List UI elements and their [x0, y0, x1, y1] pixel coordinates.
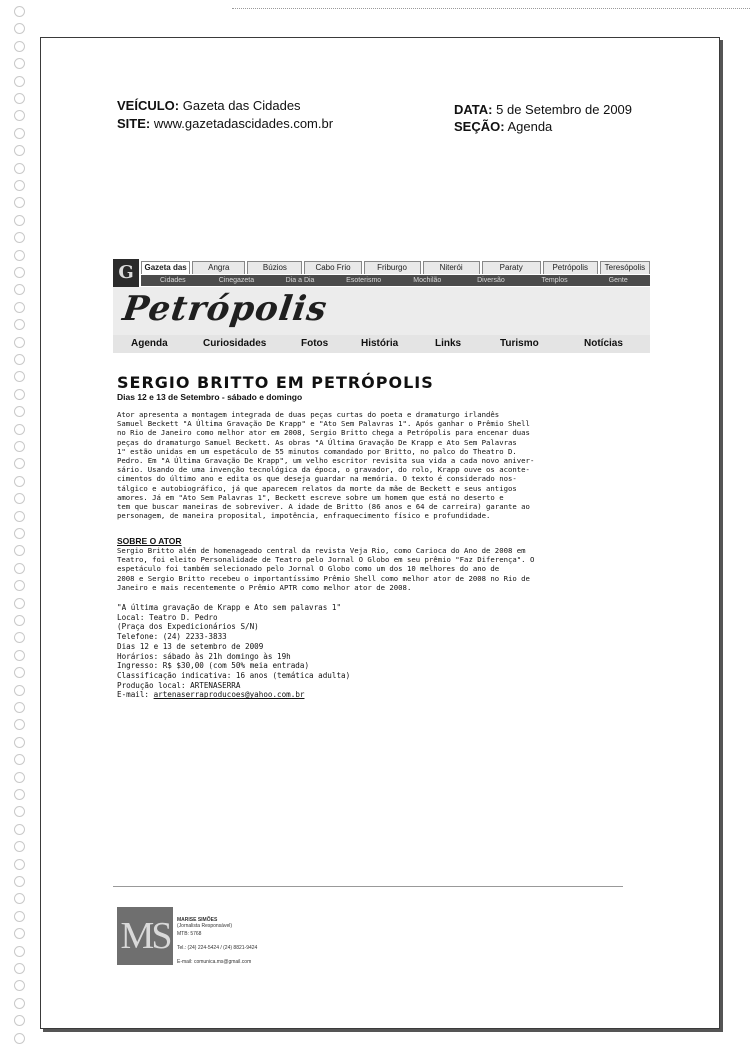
binder-hole	[14, 980, 25, 991]
info-line: Ingresso: R$ $30,00 (com 50% meia entrada)	[117, 661, 310, 671]
binder-hole	[14, 284, 25, 295]
article-body	[117, 410, 595, 520]
binder-hole	[14, 406, 25, 417]
info-line: Horários: sábado às 21h domingo às 19h	[117, 651, 291, 661]
binder-hole	[14, 754, 25, 765]
binder-hole	[14, 876, 25, 887]
binder-hole	[14, 545, 25, 556]
tab-buzios[interactable]: Búzios	[247, 261, 302, 274]
binder-hole	[14, 128, 25, 139]
site-menu	[113, 335, 650, 353]
footer-role: (Jornalista Responsável)	[177, 923, 233, 929]
binder-hole	[14, 1015, 25, 1026]
article-line: no Rio de Janeiro como melhor ator em 2008, Sergio Britto chega a Petrópolis para encenar duas	[117, 428, 530, 438]
info-line: Telefone: (24) 2233-3833	[117, 632, 227, 642]
binder-hole	[14, 302, 25, 313]
binder-hole	[14, 41, 25, 52]
website-banner	[113, 259, 650, 355]
info-line: Classificação indicativa: 16 anos (temática adulta)	[117, 670, 351, 680]
binder-hole	[14, 963, 25, 974]
tab-angra[interactable]: Angra	[192, 261, 245, 274]
about-line: Janeiro e mais recentemente o Prêmio APTR como melhor ator de 2008.	[117, 582, 412, 592]
category-bar	[141, 275, 650, 286]
event-info	[117, 603, 537, 700]
brand-area	[113, 287, 650, 337]
binder-hole	[14, 841, 25, 852]
binder-hole	[14, 215, 25, 226]
binder-hole	[14, 893, 25, 904]
menu-curiosidades[interactable]: Curiosidades	[203, 338, 267, 349]
about-line: 2008 e Sergio Britto recebeu o importantíssimo Prêmio Shell como melhor ator de 2008 no Rio de	[117, 573, 530, 583]
footer-email: E-mail: comunica.ms@gmail.com	[177, 959, 252, 965]
binder-hole	[14, 998, 25, 1009]
menu-noticias[interactable]: Notícias	[584, 338, 623, 349]
subtab-cinegazeta[interactable]: Cinegazeta	[218, 277, 255, 284]
binder-hole	[14, 23, 25, 34]
footer-mtb: MTB: 5768	[177, 931, 202, 937]
article-line: personagem, de maneira proposital, impotência, enfraquecimento físico e profundidade.	[117, 511, 491, 521]
menu-historia[interactable]: História	[361, 338, 399, 349]
footer-tel: Tel.: (24) 224-5424 / (24) 8821-9424	[177, 945, 258, 951]
subtab-mochilao[interactable]: Mochilão	[413, 277, 442, 284]
binder-hole	[14, 371, 25, 382]
gazeta-logo: G	[113, 259, 139, 287]
vehicle-label: VEÍCULO:	[117, 98, 180, 113]
binder-hole	[14, 389, 25, 400]
binder-hole	[14, 580, 25, 591]
subtab-cidades[interactable]: Cidades	[159, 277, 186, 284]
binder-hole	[14, 1033, 25, 1044]
binder-hole	[14, 180, 25, 191]
menu-fotos[interactable]: Fotos	[301, 338, 329, 349]
binder-hole	[14, 163, 25, 174]
petropolis-brand: Petrópolis	[120, 289, 330, 329]
binder-hole	[14, 76, 25, 87]
binder-hole	[14, 911, 25, 922]
vehicle-line	[117, 97, 301, 115]
email-line	[117, 690, 537, 700]
binder-hole	[14, 928, 25, 939]
tab-teresopolis[interactable]: Teresópolis	[600, 261, 650, 274]
menu-turismo[interactable]: Turismo	[500, 338, 539, 349]
binder-hole	[14, 441, 25, 452]
binder-hole	[14, 859, 25, 870]
clipping-page	[40, 37, 720, 1029]
site-value: www.gazetadascidades.com.br	[153, 116, 334, 131]
city-tabs	[141, 261, 650, 274]
menu-agenda[interactable]: Agenda	[131, 338, 168, 349]
binder-hole	[14, 946, 25, 957]
binder-holes	[0, 0, 40, 1060]
binder-hole	[14, 789, 25, 800]
info-line: Local: Teatro D. Pedro	[117, 612, 218, 622]
article-line: sário. Usando de uma invenção tecnológica da época, o gravador, do rolo, Krapp ouve os aconte-	[117, 465, 530, 475]
binder-hole	[14, 476, 25, 487]
subtab-esoterismo[interactable]: Esoterismo	[346, 277, 382, 284]
footer-name: MARISE SIMÕES	[177, 917, 218, 923]
binder-hole	[14, 145, 25, 156]
article-line: amores. Já em "Ato Sem Palavras 1", Beckett escreve sobre um homem que está no deserto e	[117, 492, 504, 502]
date-value: 5 de Setembro de 2009	[496, 102, 633, 117]
menu-links[interactable]: Links	[435, 338, 462, 349]
tab-cabo-frio[interactable]: Cabo Frio	[304, 261, 361, 274]
info-line: "A última gravação de Krapp e Ato sem palavras 1"	[117, 603, 342, 612]
article-subtitle: Dias 12 e 13 de Setembro - sábado e domingo	[117, 392, 303, 402]
binder-hole	[14, 6, 25, 17]
info-line: (Praça dos Expedicionários S/N)	[117, 622, 259, 632]
binder-hole	[14, 719, 25, 730]
article-line: Ator apresenta a montagem integrada de duas peças curtas do poeta e dramaturgo irlandês	[117, 410, 500, 419]
binder-hole	[14, 93, 25, 104]
binder-hole	[14, 250, 25, 261]
section-line	[454, 118, 552, 136]
tab-gazeta[interactable]: Gazeta das	[141, 261, 190, 274]
site-label: SITE:	[117, 116, 151, 131]
about-line: Teatro, foi eleito Personalidade de Teatro pelo Jornal O Globo em seu prêmio "Faz Diferença". O	[117, 555, 535, 565]
date-label: DATA:	[454, 102, 493, 117]
date-line	[454, 101, 632, 119]
binder-hole	[14, 197, 25, 208]
email-label: E-mail:	[117, 690, 150, 700]
section-label: SEÇÃO:	[454, 119, 505, 134]
binder-hole	[14, 667, 25, 678]
binder-hole	[14, 337, 25, 348]
binder-hole	[14, 511, 25, 522]
binder-hole	[14, 319, 25, 330]
binder-hole	[14, 806, 25, 817]
about-body	[117, 546, 595, 592]
info-line: Dias 12 e 13 de setembro de 2009	[117, 641, 264, 651]
subtab-dia-a-dia[interactable]: Dia a Dia	[285, 277, 315, 284]
scan-edge-line	[232, 8, 750, 9]
article-line: tem que buscar maneiras de sobreviver. A idade de Britto (86 anos e 64 de carreira) garante ao	[117, 502, 530, 512]
binder-hole	[14, 563, 25, 574]
vehicle-value: Gazeta das Cidades	[182, 98, 301, 113]
binder-hole	[14, 528, 25, 539]
binder-hole	[14, 598, 25, 609]
footer-divider	[113, 886, 623, 887]
article-line: peças do dramaturgo Samuel Beckett. As obras "A Última Gravação De Krapp e Ato Sem Palavras	[117, 437, 517, 447]
binder-hole	[14, 110, 25, 121]
binder-hole	[14, 354, 25, 365]
binder-hole	[14, 493, 25, 504]
binder-hole	[14, 824, 25, 835]
about-line: espetáculo foi também selecionado pelo Jornal O Globo como um dos 10 melhores do ano de	[117, 564, 500, 574]
binder-hole	[14, 650, 25, 661]
about-line: Sergio Britto além de homenageado central da revista Veja Rio, como Carioca do Ano de 2008 em	[117, 546, 526, 555]
section-value: Agenda	[507, 119, 553, 134]
binder-hole	[14, 632, 25, 643]
article-line: cimentos do último ano e edita os que deseja guardar na memória. O texto é considerado nos-	[117, 474, 517, 484]
article-line: tálgico e autobiográfico, já que aparecem relatos da morte da mãe de Beckett e seus antigos	[117, 483, 517, 493]
about-heading: SOBRE O ATOR	[117, 536, 182, 546]
binder-hole	[14, 702, 25, 713]
article-line: 1" estão unidas em um espetáculo de 55 minutos comandado por Britto, no palco do Theatro D.	[117, 446, 517, 456]
subtab-gente[interactable]: Gente	[608, 277, 628, 284]
binder-hole	[14, 772, 25, 783]
binder-hole	[14, 458, 25, 469]
ms-logo: MS	[117, 907, 173, 965]
tab-petropolis[interactable]: Petrópolis	[543, 261, 598, 274]
tab-friburgo[interactable]: Friburgo	[364, 261, 421, 274]
email-link[interactable]: artenaserraproducoes@yahoo.com.br	[153, 690, 305, 700]
tab-niteroi[interactable]: Niterói	[423, 261, 480, 274]
binder-hole	[14, 424, 25, 435]
binder-hole	[14, 737, 25, 748]
site-line	[117, 115, 333, 133]
article-line: Samuel Beckett "A Última Gravação De Krapp" e "Ato Sem Palavras 1". Após ganhar o Prêmio Shell	[117, 419, 530, 429]
article-line: Pedro. Em "A Última Gravação De Krapp", um velho escritor revisita sua vida a cada novo aniver-	[117, 456, 535, 466]
binder-hole	[14, 267, 25, 278]
info-line: Produção local: ARTENASERRA	[117, 680, 241, 690]
binder-hole	[14, 58, 25, 69]
article-title: SERGIO BRITTO EM PETRÓPOLIS	[117, 373, 434, 392]
tab-paraty[interactable]: Paraty	[482, 261, 541, 274]
binder-hole	[14, 685, 25, 696]
binder-hole	[14, 232, 25, 243]
subtab-diversao[interactable]: Diversão	[477, 277, 505, 284]
subtab-templos[interactable]: Templos	[541, 277, 568, 284]
binder-hole	[14, 615, 25, 626]
